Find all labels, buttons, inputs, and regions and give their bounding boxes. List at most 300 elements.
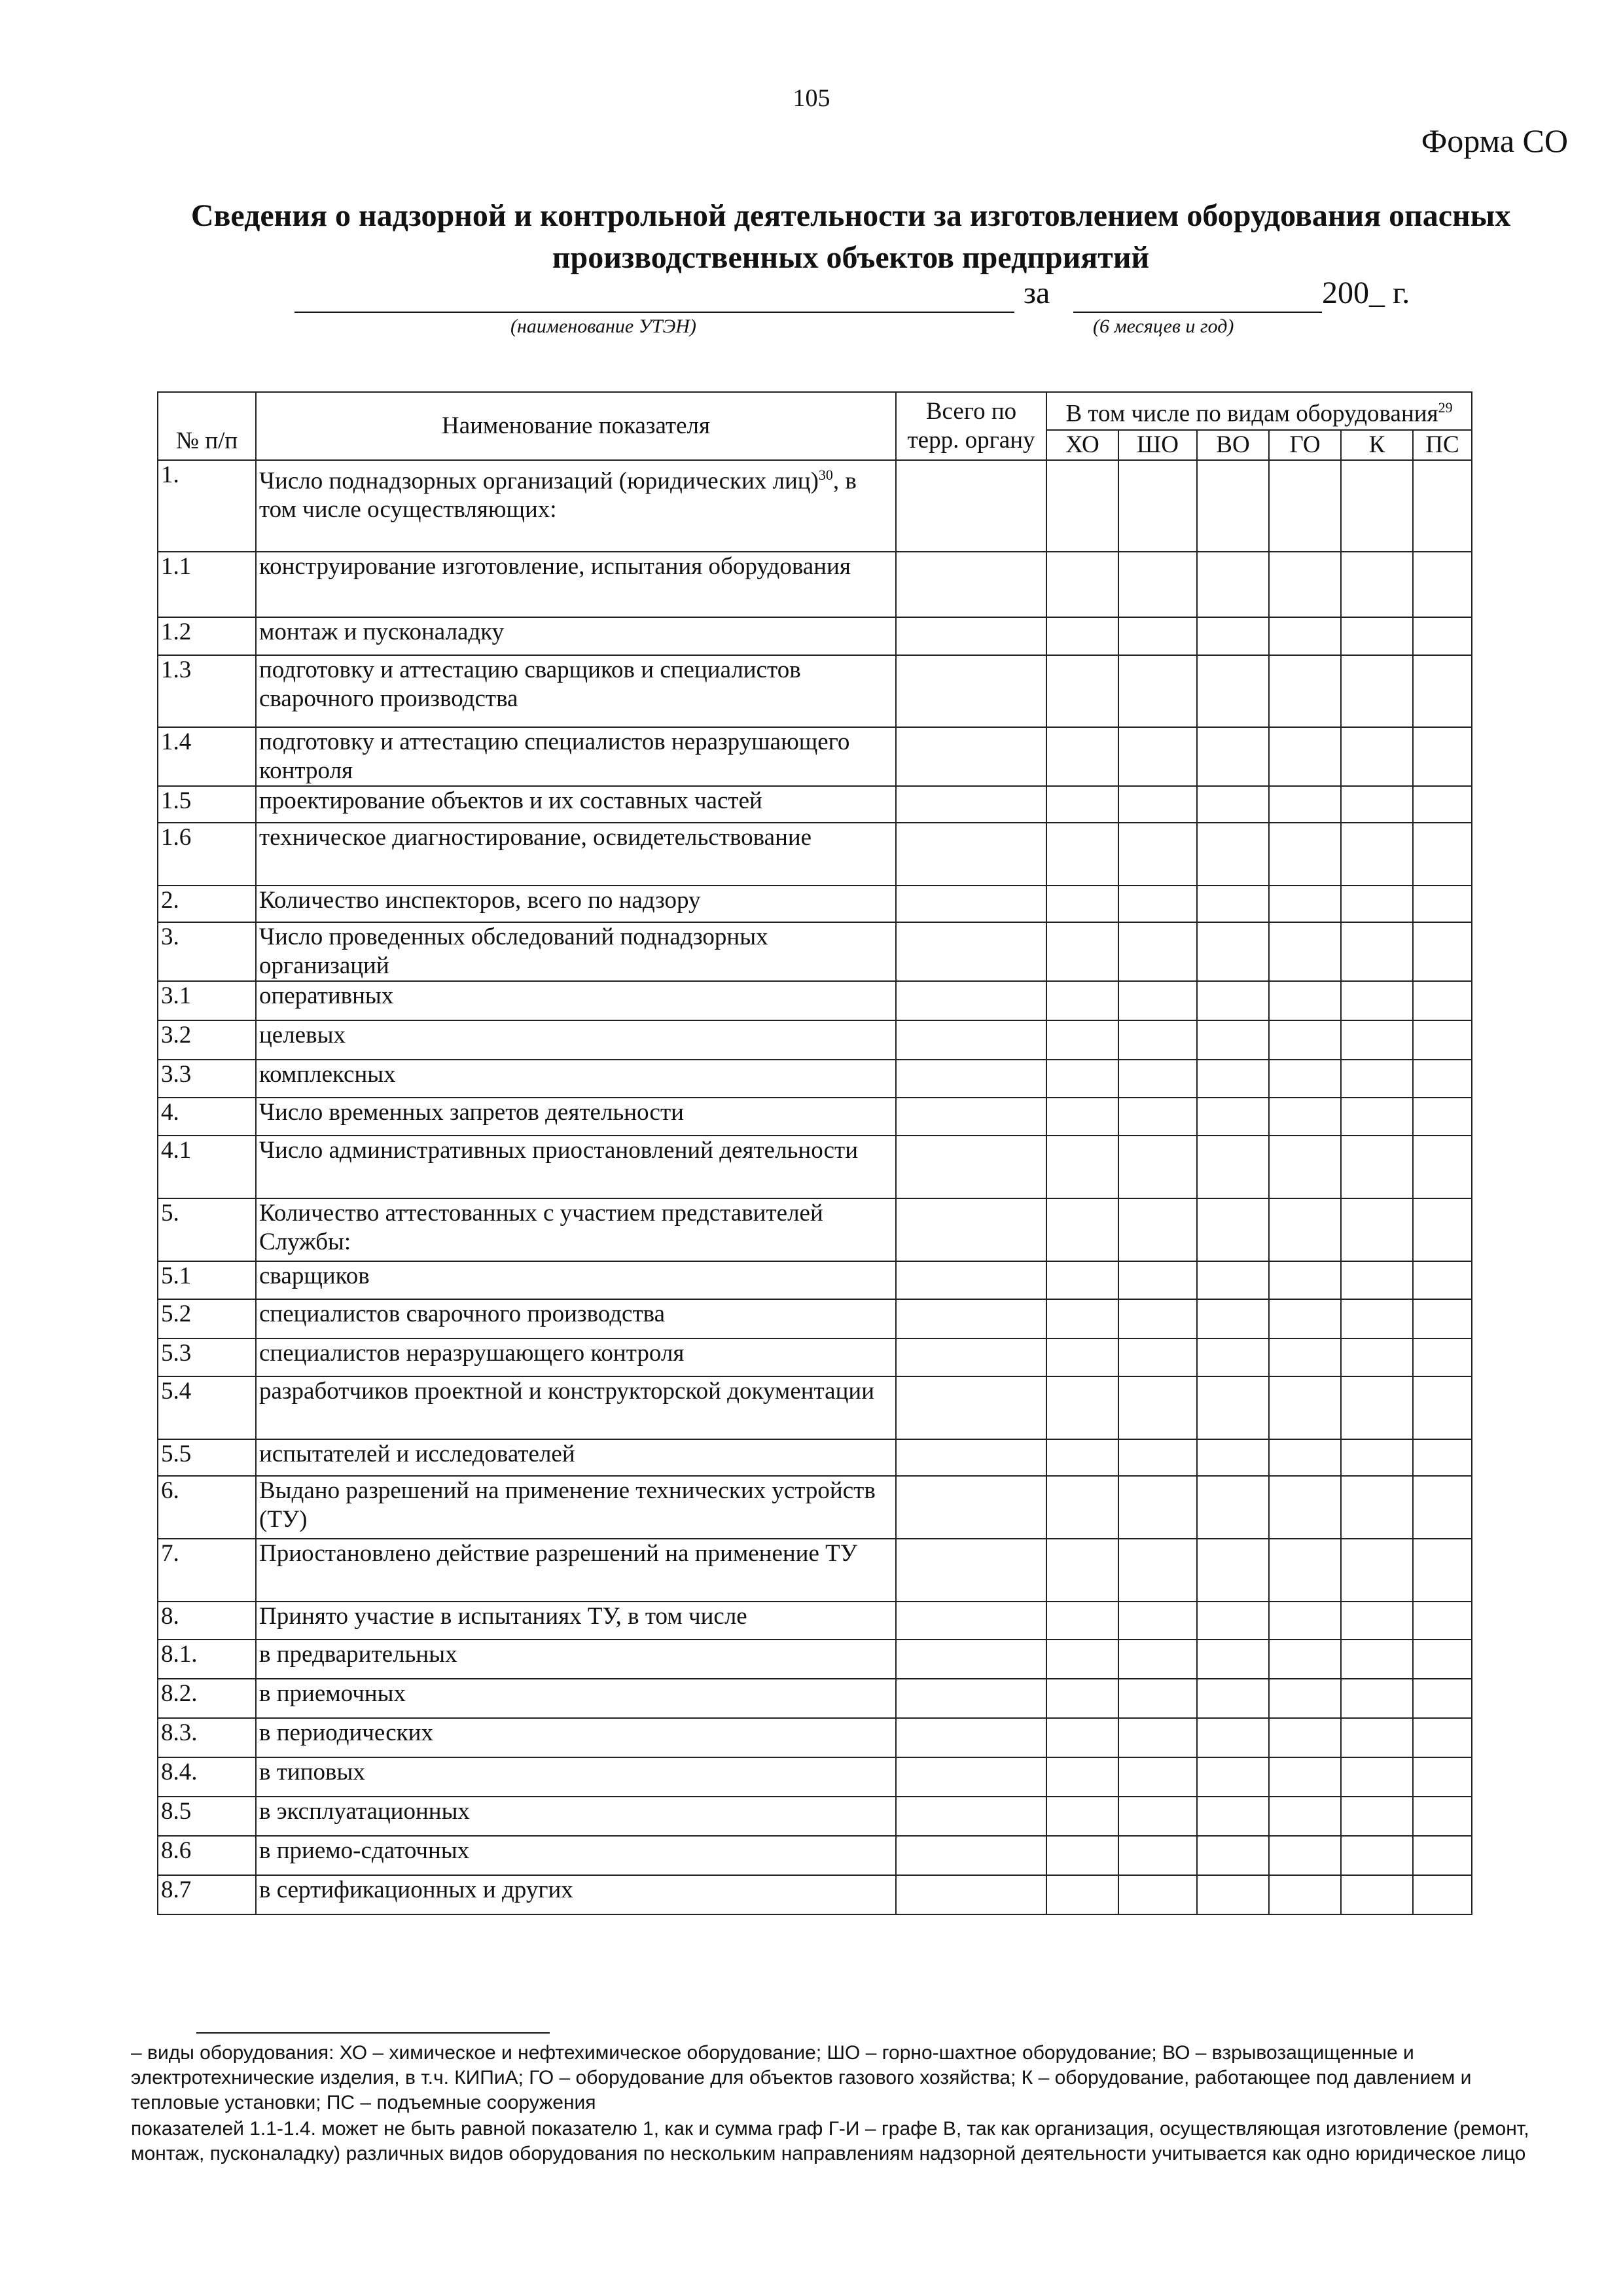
xo-cell[interactable] — [1046, 1640, 1118, 1679]
go-cell[interactable] — [1269, 823, 1341, 886]
k-cell[interactable] — [1341, 460, 1413, 552]
k-cell[interactable] — [1341, 1261, 1413, 1299]
total-cell[interactable] — [896, 552, 1046, 617]
row-number: 1.6 — [158, 823, 256, 886]
ps-cell[interactable] — [1413, 1539, 1472, 1602]
indicator-text: Приостановлено действие разрешений на применение ТУ — [259, 1540, 857, 1567]
row-number: 8.7 — [158, 1875, 256, 1914]
k-cell[interactable] — [1341, 1136, 1413, 1198]
k-cell[interactable] — [1341, 1836, 1413, 1875]
ps-cell[interactable] — [1413, 552, 1472, 617]
k-cell[interactable] — [1341, 1060, 1413, 1098]
vo-cell[interactable] — [1197, 1198, 1269, 1261]
row-indicator-name — [256, 655, 896, 727]
indicator-text: Количество аттестованных с участием представителей Службы: — [259, 1200, 823, 1255]
row-number: 2. — [158, 886, 256, 922]
total-cell[interactable] — [896, 886, 1046, 922]
row-number: 5.3 — [158, 1338, 256, 1376]
k-cell[interactable] — [1341, 727, 1413, 786]
table-row — [158, 1718, 1472, 1757]
ps-cell[interactable] — [1413, 1261, 1472, 1299]
vo-cell[interactable] — [1197, 1602, 1269, 1640]
go-cell[interactable] — [1269, 1476, 1341, 1539]
xo-cell[interactable] — [1046, 1679, 1118, 1718]
row-indicator-name — [256, 1640, 896, 1679]
year-label: 200_ г. — [1322, 276, 1410, 310]
ps-cell[interactable] — [1413, 1098, 1472, 1136]
total-cell[interactable] — [896, 786, 1046, 823]
vo-cell[interactable] — [1197, 1797, 1269, 1836]
vo-cell[interactable] — [1197, 1299, 1269, 1338]
go-cell[interactable] — [1269, 786, 1341, 823]
k-cell[interactable] — [1341, 1797, 1413, 1836]
sho-cell[interactable] — [1118, 1797, 1197, 1836]
row-number: 8.5 — [158, 1797, 256, 1836]
k-cell[interactable] — [1341, 1718, 1413, 1757]
sho-cell[interactable] — [1118, 1338, 1197, 1376]
sho-cell[interactable] — [1118, 1679, 1197, 1718]
ps-cell[interactable] — [1413, 1797, 1472, 1836]
total-cell[interactable] — [896, 1640, 1046, 1679]
k-cell[interactable] — [1341, 617, 1413, 655]
sho-cell[interactable] — [1118, 1261, 1197, 1299]
vo-cell[interactable] — [1197, 1261, 1269, 1299]
header-col-ps: ПС — [1413, 430, 1472, 460]
indicator-text: Число проведенных обследований поднадзорных организаций — [259, 924, 768, 979]
org-name-blank — [294, 312, 1014, 313]
xo-cell[interactable] — [1046, 886, 1118, 922]
table-row — [158, 1875, 1472, 1914]
indicator-text: в предварительных — [259, 1641, 457, 1668]
vo-cell[interactable] — [1197, 1098, 1269, 1136]
k-cell[interactable] — [1341, 1679, 1413, 1718]
go-cell[interactable] — [1269, 886, 1341, 922]
k-cell[interactable] — [1341, 1338, 1413, 1376]
indicator-text: подготовку и аттестацию специалистов неразрушающего контроля — [259, 728, 850, 784]
xo-cell[interactable] — [1046, 1299, 1118, 1338]
header-num: № п/п — [158, 392, 256, 460]
vo-cell[interactable] — [1197, 1136, 1269, 1198]
indicator-text: в приемочных — [259, 1680, 406, 1707]
indicator-text: испытателей и исследователей — [259, 1441, 575, 1467]
sho-cell[interactable] — [1118, 655, 1197, 727]
vo-cell[interactable] — [1197, 1338, 1269, 1376]
total-cell[interactable] — [896, 1299, 1046, 1338]
xo-cell[interactable] — [1046, 1376, 1118, 1439]
row-number: 6. — [158, 1476, 256, 1539]
vo-cell[interactable] — [1197, 981, 1269, 1020]
indicator-text: Число временных запретов деятельности — [259, 1099, 684, 1126]
k-cell[interactable] — [1341, 786, 1413, 823]
row-indicator-name — [256, 1198, 896, 1261]
xo-cell[interactable] — [1046, 1060, 1118, 1098]
indicator-text: специалистов неразрушающего контроля — [259, 1340, 685, 1367]
go-cell[interactable] — [1269, 1376, 1341, 1439]
vo-cell[interactable] — [1197, 1640, 1269, 1679]
go-cell[interactable] — [1269, 727, 1341, 786]
total-cell[interactable] — [896, 1718, 1046, 1757]
vo-cell[interactable] — [1197, 1020, 1269, 1060]
ps-cell[interactable] — [1413, 1718, 1472, 1757]
table-row — [158, 1476, 1472, 1539]
xo-cell[interactable] — [1046, 1020, 1118, 1060]
indicator-text: оперативных — [259, 982, 394, 1009]
go-cell[interactable] — [1269, 655, 1341, 727]
sho-cell[interactable] — [1118, 1640, 1197, 1679]
report-table — [157, 391, 1472, 1915]
xo-cell[interactable] — [1046, 1476, 1118, 1539]
vo-cell[interactable] — [1197, 886, 1269, 922]
go-cell[interactable] — [1269, 1602, 1341, 1640]
total-cell[interactable] — [896, 460, 1046, 552]
ps-cell[interactable] — [1413, 922, 1472, 981]
total-cell[interactable] — [896, 1060, 1046, 1098]
sho-cell[interactable] — [1118, 552, 1197, 617]
go-cell[interactable] — [1269, 981, 1341, 1020]
table-row — [158, 1539, 1472, 1602]
go-cell[interactable] — [1269, 1875, 1341, 1914]
ps-cell[interactable] — [1413, 655, 1472, 727]
table-row — [158, 1261, 1472, 1299]
ps-cell[interactable] — [1413, 1836, 1472, 1875]
k-cell[interactable] — [1341, 1299, 1413, 1338]
indicator-text-tail: , в том числе осуществляющих: — [259, 467, 857, 524]
indicator-text: монтаж и пусконаладку — [259, 619, 505, 645]
row-number: 1.3 — [158, 655, 256, 727]
sho-cell[interactable] — [1118, 617, 1197, 655]
k-cell[interactable] — [1341, 1875, 1413, 1914]
total-cell[interactable] — [896, 981, 1046, 1020]
sho-cell[interactable] — [1118, 1299, 1197, 1338]
k-cell[interactable] — [1341, 1020, 1413, 1060]
xo-cell[interactable] — [1046, 1757, 1118, 1797]
row-indicator-name — [256, 617, 896, 655]
indicator-text: проектирование объектов и их составных частей — [259, 787, 762, 814]
xo-cell[interactable] — [1046, 655, 1118, 727]
xo-cell[interactable] — [1046, 1539, 1118, 1602]
k-cell[interactable] — [1341, 1098, 1413, 1136]
ps-cell[interactable] — [1413, 981, 1472, 1020]
total-cell[interactable] — [896, 823, 1046, 886]
sho-cell[interactable] — [1118, 1875, 1197, 1914]
xo-cell[interactable] — [1046, 552, 1118, 617]
sho-cell[interactable] — [1118, 1439, 1197, 1476]
table-row — [158, 460, 1472, 552]
go-cell[interactable] — [1269, 1797, 1341, 1836]
xo-cell[interactable] — [1046, 1261, 1118, 1299]
vo-cell[interactable] — [1197, 460, 1269, 552]
row-number: 5. — [158, 1198, 256, 1261]
vo-cell[interactable] — [1197, 922, 1269, 981]
total-cell[interactable] — [896, 1476, 1046, 1539]
k-cell[interactable] — [1341, 1640, 1413, 1679]
row-indicator-name — [256, 1261, 896, 1299]
vo-cell[interactable] — [1197, 1439, 1269, 1476]
ps-cell[interactable] — [1413, 1757, 1472, 1797]
k-cell[interactable] — [1341, 655, 1413, 727]
table-row — [158, 1338, 1472, 1376]
table-row — [158, 823, 1472, 886]
go-cell[interactable] — [1269, 460, 1341, 552]
table-row — [158, 1602, 1472, 1640]
indicator-text: в сертификационных и других — [259, 1876, 573, 1903]
form-code: Форма СО — [1421, 122, 1568, 159]
row-indicator-name — [256, 1439, 896, 1476]
row-indicator-name — [256, 1136, 896, 1198]
go-cell[interactable] — [1269, 1679, 1341, 1718]
period-caption: (6 месяцев и год) — [1093, 315, 1234, 337]
table-row — [158, 786, 1472, 823]
row-number: 8.4. — [158, 1757, 256, 1797]
header-group — [1046, 392, 1472, 430]
row-indicator-name — [256, 1299, 896, 1338]
xo-cell[interactable] — [1046, 922, 1118, 981]
table-row — [158, 1198, 1472, 1261]
go-cell[interactable] — [1269, 1060, 1341, 1098]
sho-cell[interactable] — [1118, 786, 1197, 823]
sho-cell[interactable] — [1118, 460, 1197, 552]
header-group-text: В том числе по видам оборудования — [1065, 400, 1438, 427]
sho-cell[interactable] — [1118, 1198, 1197, 1261]
ps-cell[interactable] — [1413, 1640, 1472, 1679]
go-cell[interactable] — [1269, 1098, 1341, 1136]
ps-cell[interactable] — [1413, 1338, 1472, 1376]
total-cell[interactable] — [896, 1338, 1046, 1376]
k-cell[interactable] — [1341, 1476, 1413, 1539]
ps-cell[interactable] — [1413, 1299, 1472, 1338]
indicator-text: Число административных приостановлений деятельности — [259, 1137, 859, 1164]
go-cell[interactable] — [1269, 1439, 1341, 1476]
k-cell[interactable] — [1341, 1198, 1413, 1261]
za-label: за — [1024, 276, 1050, 310]
go-cell[interactable] — [1269, 552, 1341, 617]
vo-cell[interactable] — [1197, 786, 1269, 823]
total-cell[interactable] — [896, 1539, 1046, 1602]
row-indicator-name — [256, 823, 896, 886]
total-cell[interactable] — [896, 617, 1046, 655]
row-indicator-name — [256, 981, 896, 1020]
total-cell[interactable] — [896, 1020, 1046, 1060]
indicator-text: разработчиков проектной и конструкторской документации — [259, 1378, 874, 1405]
row-number: 4.1 — [158, 1136, 256, 1198]
ps-cell[interactable] — [1413, 727, 1472, 786]
go-cell[interactable] — [1269, 1136, 1341, 1198]
table-row — [158, 727, 1472, 786]
row-indicator-name — [256, 1020, 896, 1060]
row-number: 8. — [158, 1602, 256, 1640]
xo-cell[interactable] — [1046, 1439, 1118, 1476]
sho-cell[interactable] — [1118, 922, 1197, 981]
header-name: Наименование показателя — [256, 392, 896, 460]
go-cell[interactable] — [1269, 1261, 1341, 1299]
sho-cell[interactable] — [1118, 1020, 1197, 1060]
vo-cell[interactable] — [1197, 617, 1269, 655]
document-title — [118, 195, 1584, 279]
k-cell[interactable] — [1341, 552, 1413, 617]
go-cell[interactable] — [1269, 1198, 1341, 1261]
vo-cell[interactable] — [1197, 1718, 1269, 1757]
table-row — [158, 1797, 1472, 1836]
sho-cell[interactable] — [1118, 981, 1197, 1020]
ps-cell[interactable] — [1413, 1060, 1472, 1098]
k-cell[interactable] — [1341, 886, 1413, 922]
row-number: 8.2. — [158, 1679, 256, 1718]
sho-cell[interactable] — [1118, 1718, 1197, 1757]
sho-cell[interactable] — [1118, 1476, 1197, 1539]
xo-cell[interactable] — [1046, 1602, 1118, 1640]
sho-cell[interactable] — [1118, 1836, 1197, 1875]
footnote-ref-30: 30 — [818, 467, 833, 483]
go-cell[interactable] — [1269, 617, 1341, 655]
total-cell[interactable] — [896, 1875, 1046, 1914]
ps-cell[interactable] — [1413, 1020, 1472, 1060]
k-cell[interactable] — [1341, 922, 1413, 981]
ps-cell[interactable] — [1413, 1679, 1472, 1718]
go-cell[interactable] — [1269, 922, 1341, 981]
sho-cell[interactable] — [1118, 727, 1197, 786]
go-cell[interactable] — [1269, 1640, 1341, 1679]
total-cell[interactable] — [896, 922, 1046, 981]
xo-cell[interactable] — [1046, 617, 1118, 655]
row-indicator-name — [256, 1476, 896, 1539]
row-indicator-name — [256, 1060, 896, 1098]
sho-cell[interactable] — [1118, 1757, 1197, 1797]
total-cell[interactable] — [896, 1797, 1046, 1836]
xo-cell[interactable] — [1046, 1836, 1118, 1875]
xo-cell[interactable] — [1046, 1718, 1118, 1757]
indicator-text: в эксплуатационных — [259, 1798, 470, 1825]
vo-cell[interactable] — [1197, 823, 1269, 886]
vo-cell[interactable] — [1197, 552, 1269, 617]
row-indicator-name — [256, 922, 896, 981]
vo-cell[interactable] — [1197, 1376, 1269, 1439]
vo-cell[interactable] — [1197, 1060, 1269, 1098]
org-name-caption: (наименование УТЭН) — [510, 315, 696, 337]
sho-cell[interactable] — [1118, 1060, 1197, 1098]
k-cell[interactable] — [1341, 1602, 1413, 1640]
k-cell[interactable] — [1341, 981, 1413, 1020]
total-cell[interactable] — [896, 1098, 1046, 1136]
xo-cell[interactable] — [1046, 727, 1118, 786]
k-cell[interactable] — [1341, 1439, 1413, 1476]
ps-cell[interactable] — [1413, 786, 1472, 823]
xo-cell[interactable] — [1046, 1098, 1118, 1136]
xo-cell[interactable] — [1046, 1136, 1118, 1198]
sho-cell[interactable] — [1118, 1539, 1197, 1602]
header-col-xo: ХО — [1046, 430, 1118, 460]
indicator-text: целевых — [259, 1022, 346, 1049]
sho-cell[interactable] — [1118, 823, 1197, 886]
xo-cell[interactable] — [1046, 1875, 1118, 1914]
ps-cell[interactable] — [1413, 1476, 1472, 1539]
header-col-k: К — [1341, 430, 1413, 460]
k-cell[interactable] — [1341, 823, 1413, 886]
indicator-text: сварщиков — [259, 1263, 370, 1289]
k-cell[interactable] — [1341, 1376, 1413, 1439]
period-blank — [1073, 312, 1322, 313]
row-indicator-name — [256, 1797, 896, 1836]
ps-cell[interactable] — [1413, 886, 1472, 922]
xo-cell[interactable] — [1046, 1198, 1118, 1261]
sho-cell[interactable] — [1118, 1098, 1197, 1136]
sho-cell[interactable] — [1118, 886, 1197, 922]
total-cell[interactable] — [896, 1136, 1046, 1198]
total-cell[interactable] — [896, 1439, 1046, 1476]
vo-cell[interactable] — [1197, 1836, 1269, 1875]
xo-cell[interactable] — [1046, 786, 1118, 823]
ps-cell[interactable] — [1413, 1198, 1472, 1261]
xo-cell[interactable] — [1046, 1338, 1118, 1376]
ps-cell[interactable] — [1413, 460, 1472, 552]
vo-cell[interactable] — [1197, 727, 1269, 786]
total-cell[interactable] — [896, 1198, 1046, 1261]
total-cell[interactable] — [896, 1261, 1046, 1299]
row-number: 1.2 — [158, 617, 256, 655]
row-number: 3.3 — [158, 1060, 256, 1098]
go-cell[interactable] — [1269, 1836, 1341, 1875]
indicator-text: техническое диагностирование, освидетельствование — [259, 824, 812, 851]
sho-cell[interactable] — [1118, 1136, 1197, 1198]
go-cell[interactable] — [1269, 1020, 1341, 1060]
sho-cell[interactable] — [1118, 1602, 1197, 1640]
row-indicator-name — [256, 460, 896, 552]
indicator-text: Количество инспекторов, всего по надзору — [259, 887, 701, 914]
vo-cell[interactable] — [1197, 1757, 1269, 1797]
ps-cell[interactable] — [1413, 617, 1472, 655]
ps-cell[interactable] — [1413, 1875, 1472, 1914]
k-cell[interactable] — [1341, 1539, 1413, 1602]
total-cell[interactable] — [896, 1757, 1046, 1797]
ps-cell[interactable] — [1413, 1439, 1472, 1476]
k-cell[interactable] — [1341, 1757, 1413, 1797]
vo-cell[interactable] — [1197, 1875, 1269, 1914]
ps-cell[interactable] — [1413, 823, 1472, 886]
row-number: 3.1 — [158, 981, 256, 1020]
sho-cell[interactable] — [1118, 1376, 1197, 1439]
ps-cell[interactable] — [1413, 1136, 1472, 1198]
total-cell[interactable] — [896, 1679, 1046, 1718]
xo-cell[interactable] — [1046, 823, 1118, 886]
total-cell[interactable] — [896, 1602, 1046, 1640]
vo-cell[interactable] — [1197, 1539, 1269, 1602]
go-cell[interactable] — [1269, 1718, 1341, 1757]
xo-cell[interactable] — [1046, 460, 1118, 552]
go-cell[interactable] — [1269, 1338, 1341, 1376]
row-number: 3. — [158, 922, 256, 981]
total-cell[interactable] — [896, 1836, 1046, 1875]
xo-cell[interactable] — [1046, 981, 1118, 1020]
indicator-text: комплексных — [259, 1061, 396, 1088]
row-number: 3.2 — [158, 1020, 256, 1060]
xo-cell[interactable] — [1046, 1797, 1118, 1836]
go-cell[interactable] — [1269, 1299, 1341, 1338]
indicator-text: Число поднадзорных организаций (юридических лиц) — [259, 467, 819, 495]
total-cell[interactable] — [896, 655, 1046, 727]
table-row — [158, 617, 1472, 655]
indicator-text: в приемо-сдаточных — [259, 1837, 470, 1864]
ps-cell[interactable] — [1413, 1376, 1472, 1439]
vo-cell[interactable] — [1197, 1476, 1269, 1539]
go-cell[interactable] — [1269, 1757, 1341, 1797]
table-row — [158, 1640, 1472, 1679]
go-cell[interactable] — [1269, 1539, 1341, 1602]
total-cell[interactable] — [896, 1376, 1046, 1439]
vo-cell[interactable] — [1197, 655, 1269, 727]
vo-cell[interactable] — [1197, 1679, 1269, 1718]
total-cell[interactable] — [896, 727, 1046, 786]
ps-cell[interactable] — [1413, 1602, 1472, 1640]
title-line-2: производственных объектов предприятий — [552, 240, 1150, 275]
